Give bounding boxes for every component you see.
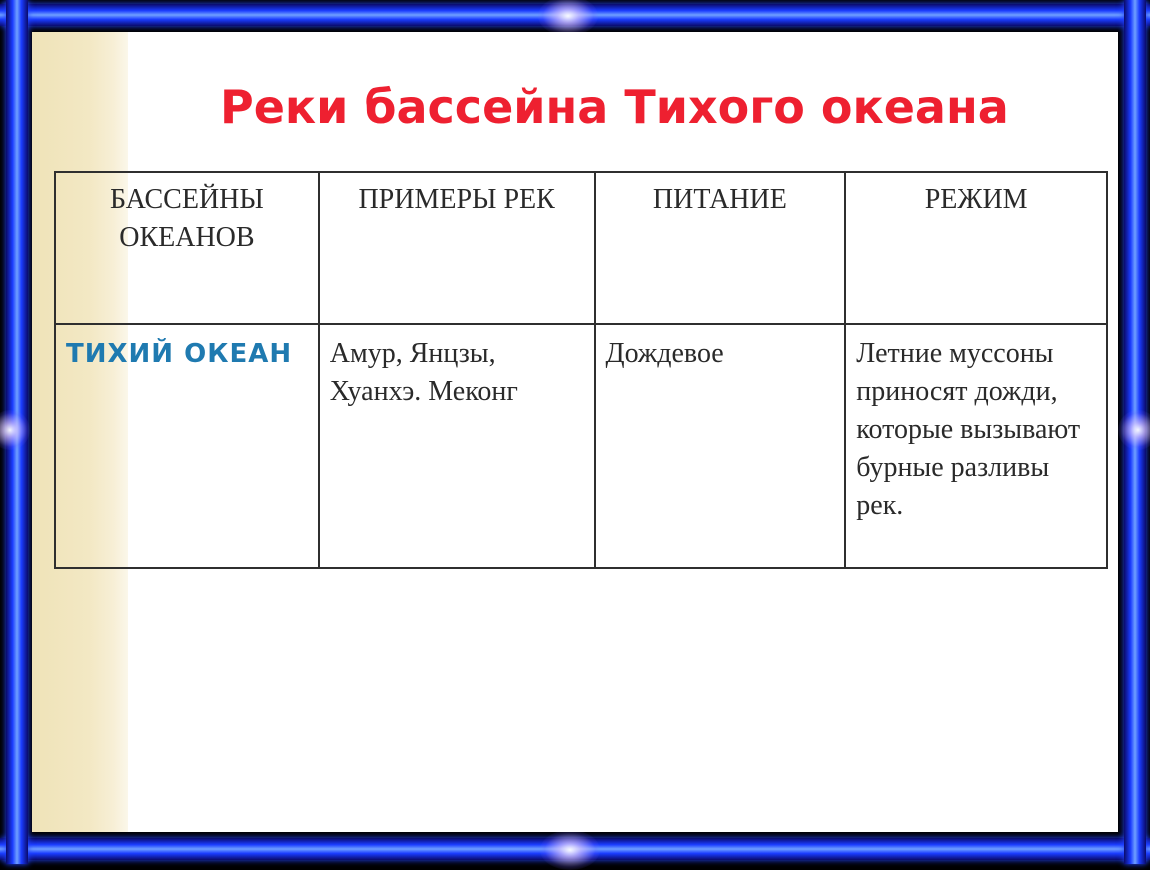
ocean-name: ТИХИЙ ОКЕАН [66, 339, 293, 369]
cell-regime: Летние муссоны приносят дожди, которые вызывают бурные разливы рек. [845, 324, 1107, 568]
cell-feeding: Дождевое [595, 324, 846, 568]
table-header-row [55, 172, 1107, 324]
cell-rivers: Амур, Янцзы, Хуанхэ. Меконг [319, 324, 595, 568]
slide-title: Реки бассейна Тихого океана [220, 80, 1009, 134]
sparkle-decoration [1118, 410, 1150, 450]
header-regime: РЕЖИМ [845, 172, 1107, 324]
sparkle-decoration [538, 0, 598, 36]
slide-canvas [32, 32, 1118, 832]
sparkle-decoration [540, 830, 600, 870]
cell-ocean [55, 324, 319, 568]
rivers-table [54, 171, 1108, 569]
header-river-examples: ПРИМЕРЫ РЕК [319, 172, 595, 324]
table-row [55, 324, 1107, 568]
header-ocean-basins: БАССЕЙНЫ ОКЕАНОВ [55, 172, 319, 324]
header-feeding: ПИТАНИЕ [595, 172, 846, 324]
